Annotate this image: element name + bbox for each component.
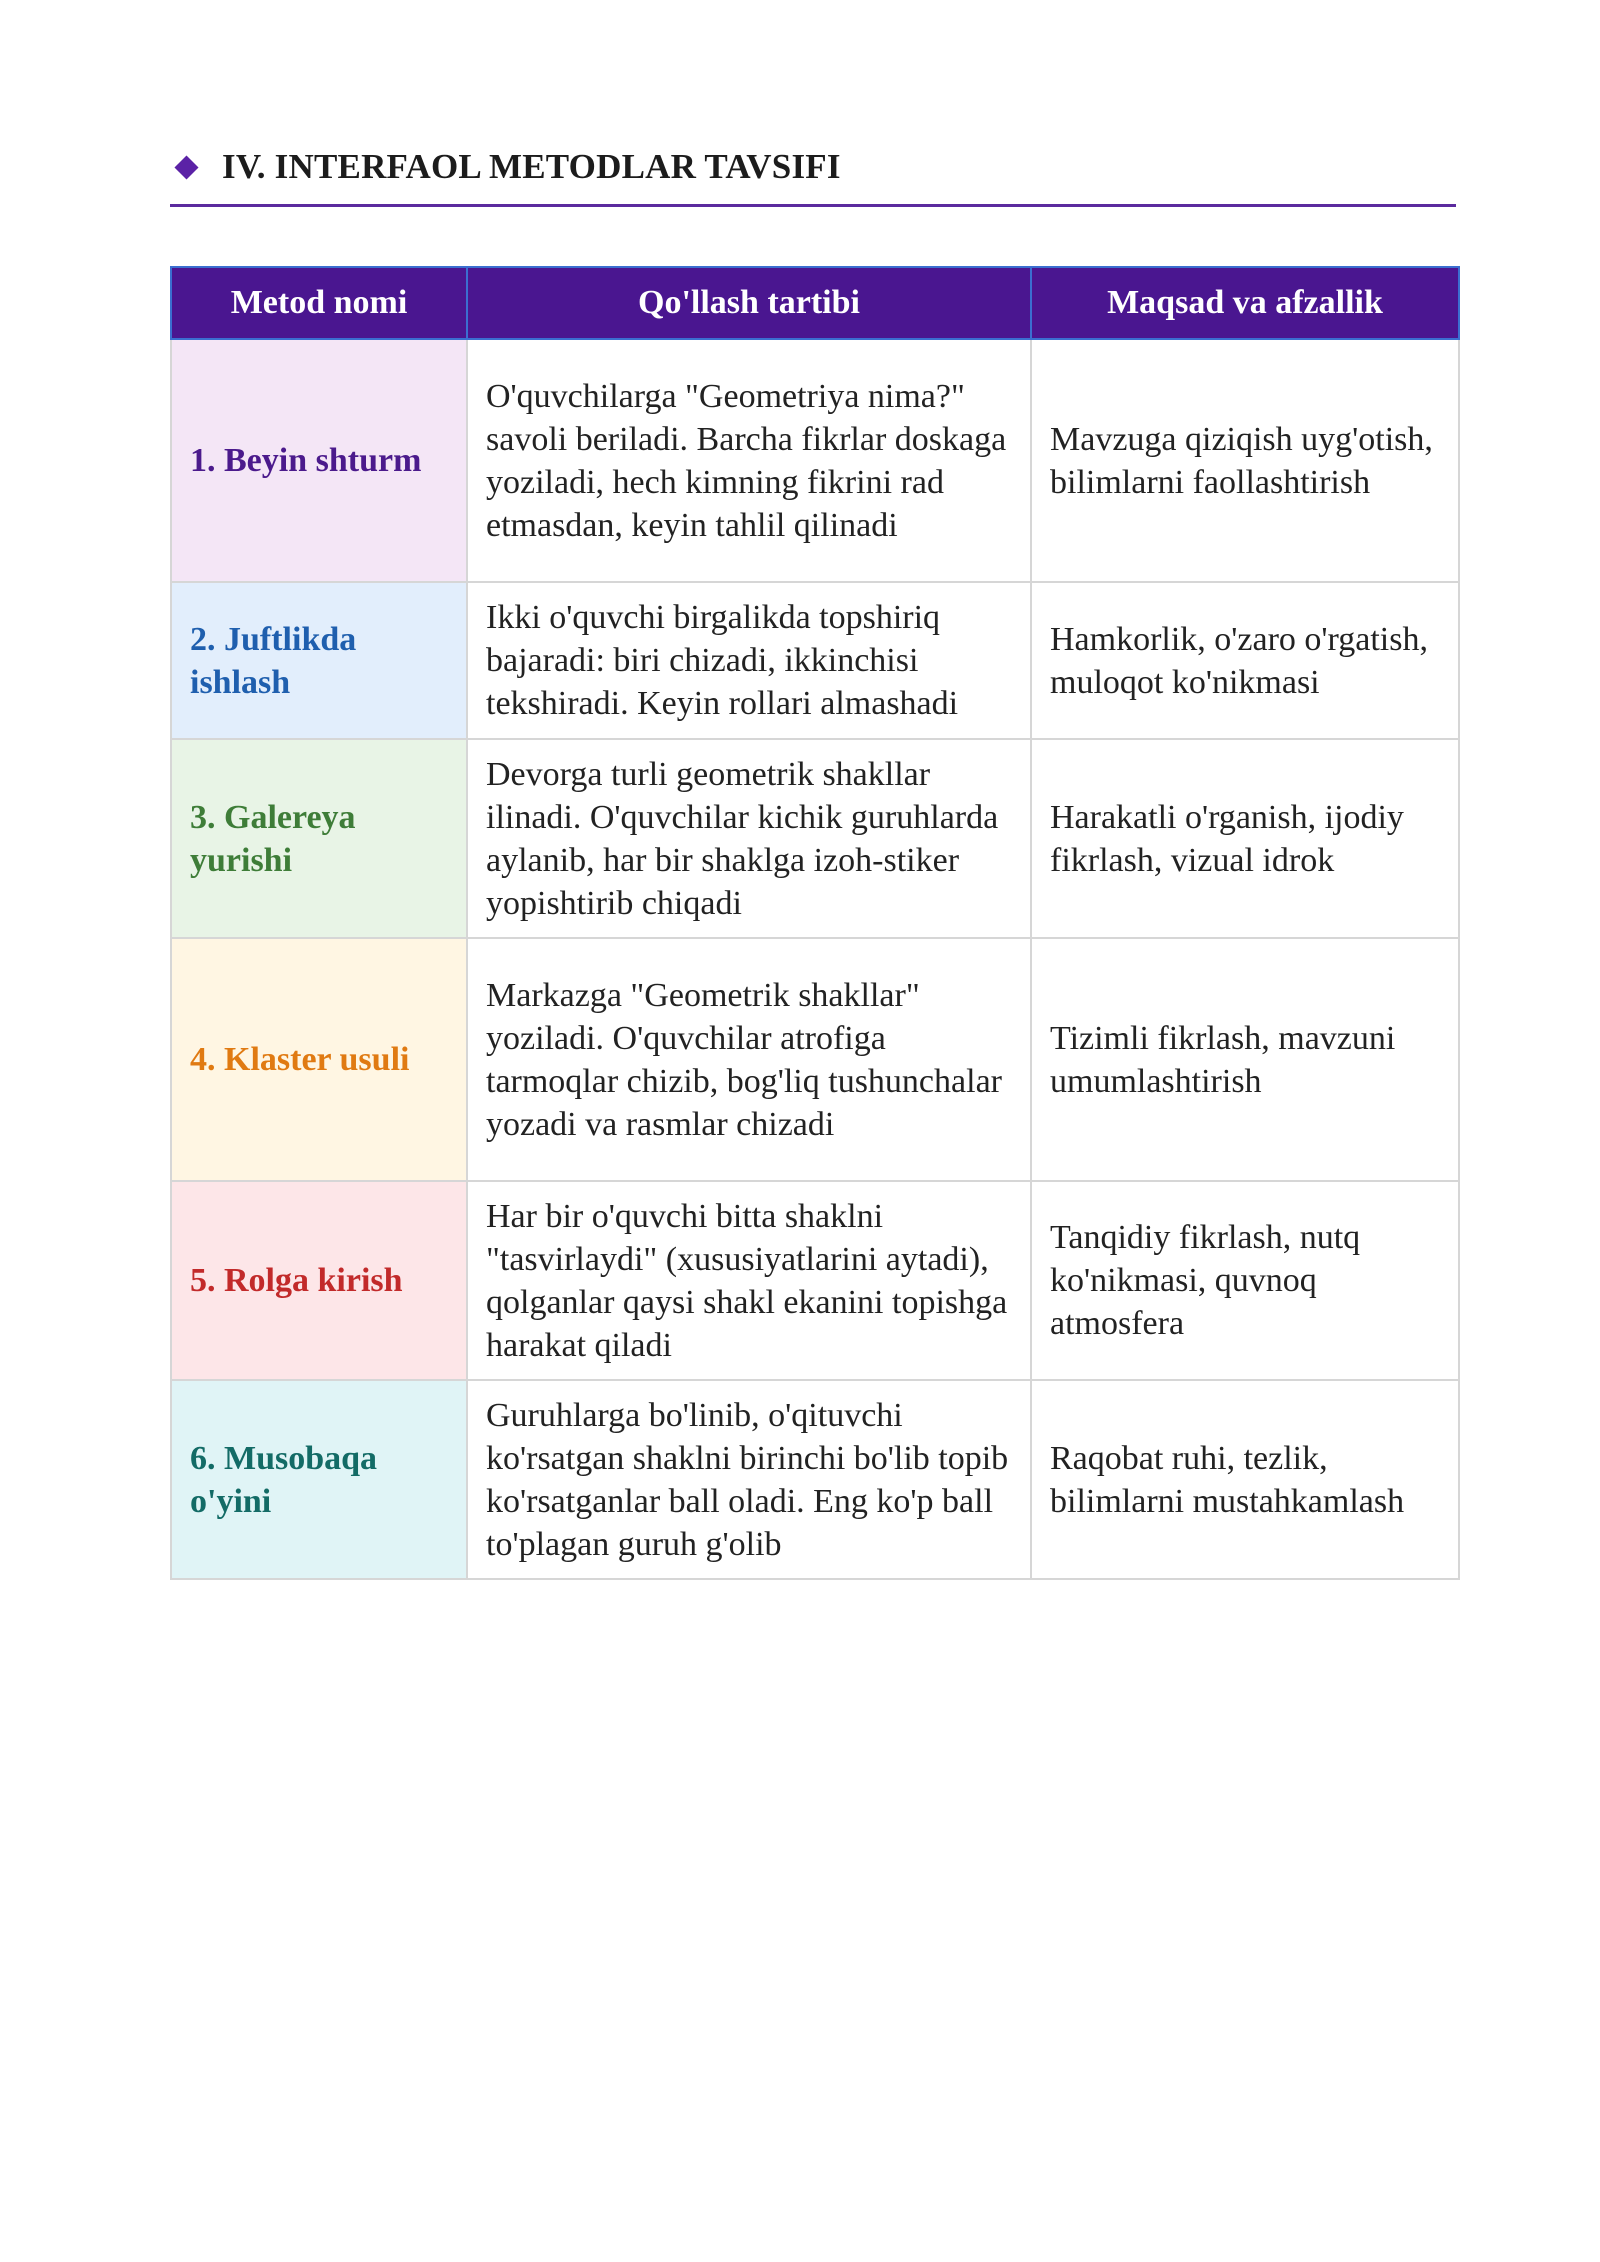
method-name-cell: 2. Juftlikda ishlash — [171, 582, 467, 739]
procedure-cell: Guruhlarga bo'linib, o'qituvchi ko'rsatgan shaklni birinchi bo'lib topib ko'rsatganlar ball oladi. Eng ko'p ball to'plagan guruh g'olib — [467, 1380, 1031, 1579]
column-header-method-name: Metod nomi — [171, 267, 467, 339]
table-row — [171, 339, 1459, 582]
goal-cell: Hamkorlik, o'zaro o'rgatish, muloqot ko'nikmasi — [1031, 582, 1459, 739]
table-row — [171, 1181, 1459, 1380]
procedure-cell: Devorga turli geometrik shakllar ilinadi. O'quvchilar kichik guruhlarda aylanib, har bir shaklga izoh-stiker yopishtirib chiqadi — [467, 739, 1031, 938]
procedure-cell: O'quvchilarga "Geometriya nima?" savoli beriladi. Barcha fikrlar doskaga yoziladi, hech kimning fikrini rad etmasdan, keyin tahlil qilinadi — [467, 339, 1031, 582]
table-row — [171, 582, 1459, 739]
goal-cell: Raqobat ruhi, tezlik, bilimlarni mustahkamlash — [1031, 1380, 1459, 1579]
method-name-cell: 6. Musobaqa o'yini — [171, 1380, 467, 1579]
column-header-procedure: Qo'llash tartibi — [467, 267, 1031, 339]
section-heading — [170, 140, 1456, 207]
table-row — [171, 1380, 1459, 1579]
goal-cell: Harakatli o'rganish, ijodiy fikrlash, vizual idrok — [1031, 739, 1459, 938]
methods-table — [170, 266, 1460, 1580]
procedure-cell: Ikki o'quvchi birgalikda topshiriq bajaradi: biri chizadi, ikkinchisi tekshiradi. Keyin rollari almashadi — [467, 582, 1031, 739]
diamond-icon — [174, 155, 198, 179]
method-name-cell: 4. Klaster usuli — [171, 938, 467, 1181]
method-name-cell: 3. Galereya yurishi — [171, 739, 467, 938]
page-content — [170, 140, 1456, 1563]
table-row — [171, 739, 1459, 938]
procedure-cell: Har bir o'quvchi bitta shaklni "tasvirlaydi" (xususiyatlarini aytadi), qolganlar qaysi shakl ekanini topishga harakat qiladi — [467, 1181, 1031, 1380]
column-header-goal: Maqsad va afzallik — [1031, 267, 1459, 339]
table-row — [171, 938, 1459, 1181]
method-name-cell: 1. Beyin shturm — [171, 339, 467, 582]
procedure-cell: Markazga "Geometrik shakllar" yoziladi. O'quvchilar atrofiga tarmoqlar chizib, bog'liq tushunchalar yozadi va rasmlar chizadi — [467, 938, 1031, 1181]
goal-cell: Mavzuga qiziqish uyg'otish, bilimlarni faollashtirish — [1031, 339, 1459, 582]
method-name-cell: 5. Rolga kirish — [171, 1181, 467, 1380]
goal-cell: Tizimli fikrlash, mavzuni umumlashtirish — [1031, 938, 1459, 1181]
section-title: IV. INTERFAOL METODLAR TAVSIFI — [222, 147, 841, 186]
table-header-row — [171, 267, 1459, 339]
goal-cell: Tanqidiy fikrlash, nutq ko'nikmasi, quvnoq atmosfera — [1031, 1181, 1459, 1380]
